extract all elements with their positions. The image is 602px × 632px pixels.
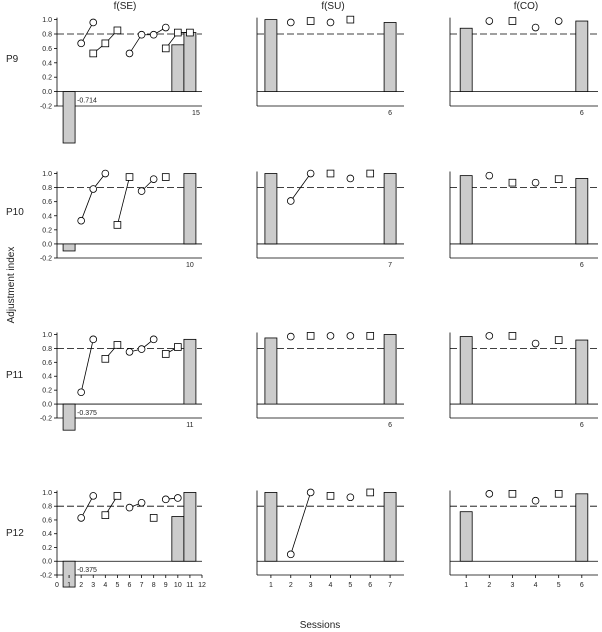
data-point-square	[509, 332, 516, 339]
x-tick-label: 7	[388, 582, 393, 589]
y-tick-label: 0.8	[42, 503, 52, 511]
data-point-circle	[486, 172, 493, 179]
bar	[63, 404, 75, 430]
bar	[63, 244, 75, 251]
row-label-p10: P10	[6, 207, 24, 218]
data-point-square	[126, 174, 133, 181]
data-point-circle	[327, 19, 334, 26]
x-tick-label: 6	[579, 582, 584, 589]
y-tick-label: 0.4	[42, 213, 52, 221]
data-point-circle	[138, 188, 145, 195]
y-tick-label: 0.0	[42, 558, 52, 566]
data-point-circle	[307, 170, 314, 177]
panel-p11-0	[40, 332, 202, 430]
x-tick-label: 10	[173, 582, 182, 589]
annotation-label: -0.375	[77, 410, 97, 418]
y-tick-label: 0.6	[42, 199, 52, 207]
y-tick-label: 0.8	[42, 185, 52, 193]
x-tick-label: 8	[151, 582, 156, 589]
panel-p11-1	[257, 332, 404, 429]
data-point-square	[509, 179, 516, 186]
bar	[460, 28, 472, 91]
x-tick-label: 3	[91, 582, 96, 589]
data-line	[81, 339, 93, 392]
x-tick-label: 5	[556, 582, 561, 589]
data-point-circle	[532, 497, 539, 504]
data-line	[117, 177, 129, 225]
x-tick-label: 6	[127, 582, 132, 589]
y-tick-label: -0.2	[39, 572, 52, 580]
x-tick-label: 12	[198, 582, 206, 589]
data-point-circle	[532, 24, 539, 31]
y-tick-label: 0.0	[42, 401, 52, 409]
row-label-p9: P9	[6, 54, 19, 65]
x-tick-label: 1	[464, 582, 469, 589]
bar	[172, 45, 184, 92]
data-point-square	[555, 176, 562, 183]
data-point-circle	[486, 332, 493, 339]
y-tick-label: -0.2	[39, 415, 52, 423]
data-point-circle	[532, 340, 539, 347]
bar	[172, 517, 184, 562]
row-label-p11: P11	[6, 370, 24, 381]
data-point-square	[102, 40, 109, 47]
annotation-label: 6	[579, 422, 584, 429]
data-point-circle	[174, 495, 181, 502]
data-point-circle	[486, 490, 493, 497]
x-tick-label: 0	[55, 582, 59, 589]
data-point-circle	[150, 336, 157, 343]
x-tick-label: 2	[288, 582, 293, 589]
data-point-circle	[327, 332, 334, 339]
y-tick-label: -0.2	[39, 255, 52, 263]
data-point-circle	[102, 170, 109, 177]
data-point-circle	[307, 489, 314, 496]
bar	[460, 337, 472, 405]
data-point-circle	[126, 50, 133, 57]
data-point-square	[307, 332, 314, 339]
data-point-square	[367, 489, 374, 496]
data-line	[291, 492, 311, 554]
panels-layer	[40, 16, 598, 589]
data-point-square	[347, 16, 354, 23]
panel-p12-2	[450, 490, 598, 589]
y-tick-label: 0.4	[42, 60, 52, 68]
y-tick-label: 1.0	[42, 489, 52, 497]
annotation-label: 6	[579, 110, 584, 117]
data-point-square	[174, 344, 181, 351]
bar	[460, 176, 472, 244]
annotation-label: 7	[388, 262, 393, 269]
data-point-circle	[347, 175, 354, 182]
data-point-circle	[90, 186, 97, 193]
bar	[184, 339, 196, 404]
data-point-square	[555, 490, 562, 497]
bar	[265, 338, 277, 404]
data-point-circle	[347, 494, 354, 501]
data-point-circle	[138, 346, 145, 353]
x-tick-label: 7	[139, 582, 144, 589]
row-label-p12: P12	[6, 528, 24, 539]
data-point-circle	[287, 19, 294, 26]
data-point-circle	[287, 551, 294, 558]
data-point-square	[509, 18, 516, 25]
data-point-square	[162, 174, 169, 181]
bar	[184, 174, 196, 244]
data-point-circle	[486, 18, 493, 25]
y-tick-label: 0.6	[42, 517, 52, 525]
y-tick-label: 0.2	[42, 74, 52, 82]
bar	[63, 92, 75, 143]
x-tick-label: 3	[510, 582, 515, 589]
data-point-square	[327, 492, 334, 499]
data-point-square	[102, 355, 109, 362]
bar	[384, 22, 396, 91]
annotation-label: 6	[579, 262, 584, 269]
data-point-circle	[90, 19, 97, 26]
x-tick-label: 6	[368, 582, 373, 589]
data-point-circle	[126, 504, 133, 511]
bar	[184, 492, 196, 561]
data-point-circle	[138, 31, 145, 38]
annotation-label: 10	[186, 262, 194, 269]
x-tick-label: 5	[115, 582, 120, 589]
data-point-circle	[78, 389, 85, 396]
panel-p12-1	[257, 489, 404, 589]
data-line	[130, 28, 166, 54]
y-axis-label: Adjustment index	[6, 246, 17, 324]
bar	[460, 512, 472, 562]
data-point-square	[367, 170, 374, 177]
y-tick-label: 0.2	[42, 544, 52, 552]
y-tick-label: 0.0	[42, 241, 52, 249]
y-tick-label: 0.8	[42, 345, 52, 353]
data-point-circle	[78, 514, 85, 521]
data-point-square	[509, 490, 516, 497]
data-point-circle	[78, 40, 85, 47]
data-point-circle	[150, 176, 157, 183]
x-tick-label: 9	[163, 582, 168, 589]
data-point-square	[162, 45, 169, 52]
annotation-label: 11	[186, 422, 194, 429]
x-tick-label: 1	[268, 582, 273, 589]
data-point-square	[162, 351, 169, 358]
data-point-circle	[150, 31, 157, 38]
data-point-square	[327, 170, 334, 177]
annotation-label: 6	[388, 110, 393, 117]
x-tick-label: 5	[348, 582, 353, 589]
data-point-circle	[90, 492, 97, 499]
y-tick-label: 1.0	[42, 171, 52, 179]
data-point-square	[307, 18, 314, 25]
bar	[265, 20, 277, 92]
y-tick-label: 0.2	[42, 387, 52, 395]
bar	[576, 21, 588, 92]
x-tick-label: 11	[186, 582, 194, 589]
x-tick-label: 4	[328, 582, 333, 589]
data-point-square	[114, 27, 121, 34]
bar	[576, 340, 588, 404]
bar	[265, 174, 277, 244]
data-point-square	[114, 342, 121, 349]
y-tick-label: 0.6	[42, 359, 52, 367]
y-tick-label: 0.0	[42, 89, 52, 97]
data-point-circle	[90, 336, 97, 343]
bar	[184, 33, 196, 92]
col-title-co: f(CO)	[513, 1, 539, 12]
data-point-circle	[162, 496, 169, 503]
data-point-circle	[162, 24, 169, 31]
data-point-square	[555, 337, 562, 344]
y-tick-label: 0.4	[42, 531, 52, 539]
bar	[576, 494, 588, 561]
data-point-circle	[287, 198, 294, 205]
annotation-label: 6	[388, 422, 393, 429]
col-title-su: f(SU)	[321, 1, 345, 12]
y-tick-label: 0.4	[42, 373, 52, 381]
x-tick-label: 4	[533, 582, 538, 589]
y-tick-label: 0.2	[42, 227, 52, 235]
x-tick-label: 2	[79, 582, 84, 589]
data-point-square	[114, 492, 121, 499]
panel-p12-0	[40, 490, 206, 589]
data-point-circle	[138, 499, 145, 506]
data-line	[81, 174, 105, 221]
y-tick-label: 1.0	[42, 331, 52, 339]
panel-p9-0	[40, 17, 202, 143]
y-tick-label: -0.2	[39, 103, 52, 111]
data-point-square	[187, 29, 194, 36]
x-tick-label: 3	[308, 582, 313, 589]
data-point-square	[150, 514, 157, 521]
data-point-square	[90, 50, 97, 57]
x-tick-label: 1	[67, 582, 72, 589]
data-point-circle	[126, 348, 133, 355]
data-point-circle	[78, 217, 85, 224]
data-point-circle	[287, 333, 294, 340]
x-tick-label: 4	[103, 582, 108, 589]
bar	[384, 174, 396, 244]
annotation-label: 15	[192, 110, 200, 117]
data-point-square	[114, 222, 121, 229]
panel-p10-2	[450, 172, 598, 269]
x-axis-label: Sessions	[299, 620, 341, 631]
data-point-circle	[347, 332, 354, 339]
col-title-se: f(SE)	[113, 1, 137, 12]
bar	[265, 492, 277, 561]
panel-p10-1	[257, 170, 404, 269]
panel-p11-2	[450, 332, 598, 429]
data-point-square	[174, 29, 181, 36]
bar	[384, 334, 396, 404]
y-tick-label: 0.6	[42, 45, 52, 53]
data-point-circle	[555, 18, 562, 25]
bar	[576, 178, 588, 243]
data-point-circle	[532, 179, 539, 186]
y-tick-label: 0.8	[42, 31, 52, 39]
panel-p10-0	[40, 170, 202, 269]
annotation-label: -0.714	[77, 97, 97, 105]
data-point-square	[367, 332, 374, 339]
x-tick-label: 2	[487, 582, 492, 589]
annotation-label: -0.375	[77, 567, 97, 575]
panel-p9-2	[450, 18, 598, 117]
y-tick-label: 1.0	[42, 17, 52, 25]
bar	[384, 492, 396, 561]
data-point-square	[102, 512, 109, 519]
panel-p9-1	[257, 16, 404, 117]
